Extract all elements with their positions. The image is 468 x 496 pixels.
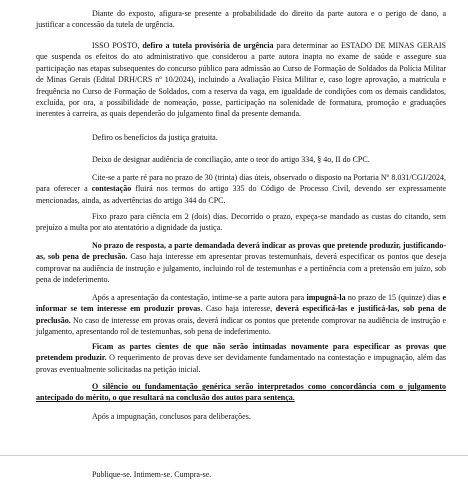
paragraph-text: Deixo de designar audiência de conciliação, ante o teor do artigo 334, § 4o, II do CPC. — [92, 155, 370, 164]
paragraph-bold-text: impugná-la — [306, 293, 346, 302]
paragraph-defendant-evidence — [36, 240, 446, 286]
paragraph-text: Caso haja interesse em apresentar provas testemunhais, deverá especificar os pontos que deseja comprovar na audiência de instrução e julgamento, incluindo rol de testemunhas e a pertinência com a pretensão em juízo, sob pena de indeferimento. — [36, 252, 446, 285]
paragraph-text: Fixo prazo para ciência em 2 (dois) dias. Decorrido o prazo, expeça-se mandado as custas do citando, sem prejuízo a multa por ato atentatório a dignidade da justiça. — [36, 212, 446, 233]
paragraph-bold-text: Ficam as partes cientes de que não serão intimadas novamente para especificar as provas que pretendem produzir. — [36, 342, 446, 363]
paragraph-after-impugnation — [36, 411, 446, 422]
paragraph-conclusion — [36, 8, 446, 31]
paragraph-silence-warning — [36, 381, 446, 404]
paragraph-text: no prazo de 15 (quinze) dias — [345, 293, 443, 302]
paragraph-text: Diante do exposto, afigura-se presente a probabilidade do direito da parte autora e o perigo de dano, a justificar a concessão da tutela de urgência. — [36, 9, 446, 30]
paragraph-text: . Caso haja interesse, — [200, 304, 276, 314]
paragraph-deadline — [36, 211, 446, 234]
paragraph-bold-text: contestação — [91, 184, 132, 194]
paragraph-text: fluirá nos termos do artigo 335 do Código de Processo Civil, devendo ser expressamente mencionadas, ainda, as advertências do artigo 344 do CPC. — [36, 184, 446, 205]
paragraph-citation — [36, 172, 446, 206]
closing-text: Publique-se. Intimem-se. Cumpra-se. — [92, 470, 212, 479]
paragraph-text: Cite-se a parte ré para no prazo de 30 (trinta) dias úteis, observado o disposto na Portaria Nº 8.031/CGJ/2024, para oferecer a — [36, 173, 446, 194]
paragraph-text: Defiro os benefícios da justiça gratuita. — [92, 133, 218, 142]
paragraph-notice — [36, 341, 446, 375]
paragraph-text: Após a apresentação da contestação, intime-se a parte autora para — [92, 293, 307, 302]
paragraph-text: O requerimento de provas deve ser devidamente fundamentado na contestação e impugnação, além das provas eventualmente solicitadas na petição inicial. — [36, 353, 447, 374]
paragraph-bold-underlined-text: O silêncio ou fundamentação genérica serão interpretados como concordância com o julgamento antecipado do mérito, o que resultará na conclusão dos autos para sentença. — [36, 382, 446, 403]
paragraph-free-justice — [36, 132, 446, 143]
page-break-divider — [0, 455, 468, 456]
paragraph-bold-text: e informar se tem interesse em produzir provas — [36, 293, 446, 314]
paragraph-conciliation — [36, 154, 446, 165]
paragraph-text: Após a impugnação, conclusos para deliberações. — [92, 412, 251, 421]
closing-line — [36, 469, 446, 480]
paragraph-bold-text: deverá especificá-las e justificá-las, sob pena de preclusão. — [36, 304, 446, 325]
paragraph-bold-text: defiro a tutela provisória de urgência — [142, 41, 274, 50]
paragraph-plaintiff-evidence — [36, 292, 446, 338]
paragraph-injunction — [36, 40, 446, 120]
paragraph-text: para determinar ao ESTADO DE MINAS GERAIS que suspenda os efeitos do ato administrativo que considerou a parte autora inapta no exame de saúde e assegure sua participação nas etapas subsequentes do concurso público para admissão ao Curso de Formação de Soldados da Polícia Militar de Minas Gerais (Edital DRH/CRS nº 10/2024), incluindo a Avaliação Física Militar e, caso logre aprovação, a matrícula e frequência no Curso de Formação de Soldados, com a reserva da vaga, em igualdade de condições com os demais candidatos, excluída, por ora, a possibilidade de nomeação, posse, participação na solenidade de formatura, promoção e graduações inerentes à carreira, as quais dependerão do julgamento final da presente demanda. — [36, 41, 446, 119]
paragraph-text: No caso de interesse em provas orais, deverá indicar os pontos que pretende comprovar na audiência de instrução e julgamento, apresentando rol de testemunhas, sob pena de indeferimento. — [36, 315, 446, 337]
paragraph-text: ISSO POSTO, — [92, 41, 143, 50]
paragraph-bold-text: No prazo de resposta, a parte demandada deverá indicar as provas que pretende produzir, justificando-as, sob pena de preclusão. — [36, 241, 446, 262]
